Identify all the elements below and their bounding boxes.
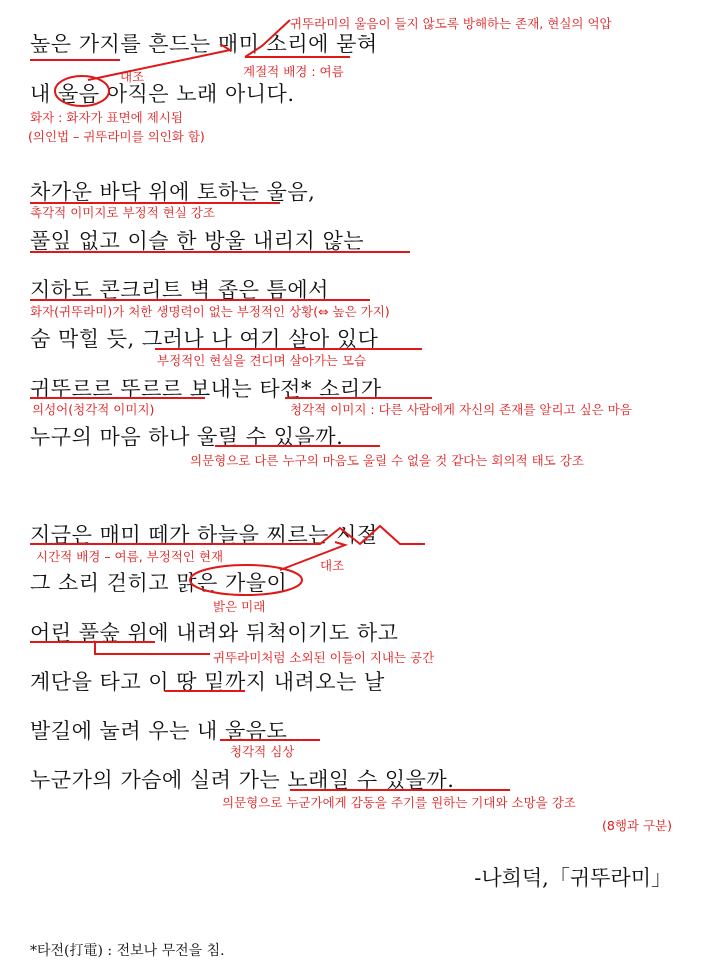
poem-line-10: 그 소리 걷히고 맑은 가을이 bbox=[30, 571, 288, 595]
note-time: 시간적 배경 – 여름, 부정적인 현재 bbox=[36, 549, 224, 564]
note-onomatopoeia: 의성어(청각적 이미지) bbox=[32, 402, 155, 417]
poem-line-6: 숨 막힐 듯, 그러나 나 여기 살아 있다 bbox=[30, 327, 379, 351]
note-situation: 화자(귀뚜라미)가 처한 생명력이 없는 부정적인 상황(⇔ 높은 가지) bbox=[30, 304, 390, 319]
note-contrast-2: 대조 bbox=[320, 558, 345, 573]
note-bright-future: 밝은 미래 bbox=[213, 599, 266, 614]
note-personification: (의인법 – 귀뚜라미를 의인화 함) bbox=[28, 129, 205, 144]
note-skeptical: 의문형으로 다른 누구의 마음도 울릴 수 없을 것 같다는 회의적 태도 강조 bbox=[190, 453, 584, 468]
poem-line-5: 지하도 콘크리트 벽 좁은 틈에서 bbox=[30, 278, 329, 302]
note-endure: 부정적인 현실을 견디며 살아가는 모습 bbox=[157, 353, 367, 368]
note-auditory: 청각적 이미지 : 다른 사람에게 자신의 존재를 알리고 싶은 마음 bbox=[290, 402, 632, 417]
note-season: 계절적 배경 : 여름 bbox=[243, 64, 344, 79]
poem-line-2: 내 울음 아직은 노래 아니다. bbox=[30, 82, 295, 106]
poem-line-11: 어린 풀숲 위에 내려와 뒤척이기도 하고 bbox=[30, 621, 399, 645]
note-tactile: 촉각적 이미지로 부정적 현실 강조 bbox=[30, 205, 215, 220]
note-speaker: 화자 : 화자가 표면에 제시됨 bbox=[30, 110, 183, 125]
poem-line-9: 지금은 매미 떼가 하늘을 찌르는 시절 bbox=[30, 523, 378, 547]
poem-line-3: 차가운 바닥 위에 토하는 울음, bbox=[30, 180, 316, 204]
poem-line-13: 발길에 눌려 우는 내 울음도 bbox=[30, 719, 288, 743]
poem-line-14: 누군가의 가슴에 실려 가는 노래일 수 있을까. bbox=[30, 768, 455, 792]
poem-line-4: 풀잎 없고 이슬 한 방울 내리지 않는 bbox=[30, 229, 365, 253]
poem-line-1: 높은 가지를 흔드는 매미 소리에 묻혀 bbox=[30, 32, 378, 56]
note-hope: 의문형으로 누군가에게 감동을 주기를 원하는 기대와 소망을 강조 bbox=[222, 795, 576, 810]
poem-line-7: 귀뚜르르 뚜르르 보내는 타전* 소리가 bbox=[30, 377, 382, 401]
note-oppression: 귀뚜라미의 울음이 들지 않도록 방해하는 존재, 현실의 억압 bbox=[290, 16, 612, 31]
note-space: 귀뚜라미처럼 소외된 이들이 지내는 공간 bbox=[213, 650, 435, 665]
poem-line-8: 누구의 마음 하나 울릴 수 있을까. bbox=[30, 425, 344, 449]
footnote: *타전(打電) : 전보나 무전을 침. bbox=[30, 943, 225, 959]
note-auditory-imagery: 청각적 심상 bbox=[230, 744, 295, 759]
note-contrast-1: 대조 bbox=[120, 69, 145, 84]
note-distinguish: (8행과 구분) bbox=[602, 818, 672, 833]
poem-line-12: 계단을 타고 이 땅 밑까지 내려오는 날 bbox=[30, 670, 385, 694]
author-attribution: -나희덕,「귀뚜라미」 bbox=[474, 866, 672, 890]
